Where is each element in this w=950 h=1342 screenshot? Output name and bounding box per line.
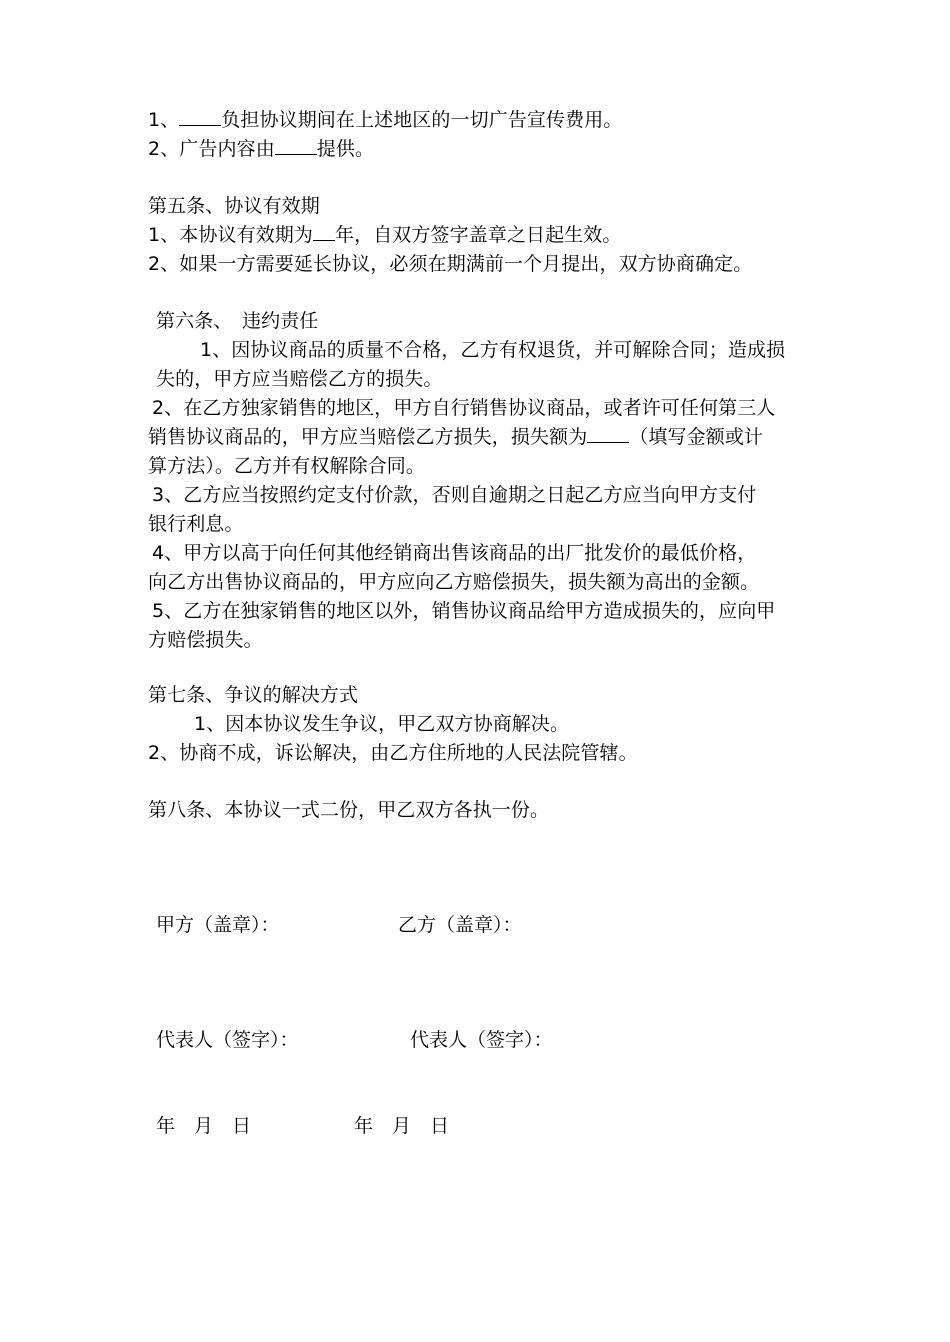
section4-item1 xyxy=(148,106,848,135)
party-b-date-label: 年 月 日 xyxy=(354,1115,450,1137)
section7-item1: 1、因本协议发生争议，甲乙双方协商解决。 xyxy=(194,713,570,735)
blank-field xyxy=(313,222,335,241)
section6-item4-line2: 向乙方出售协议商品的，甲方应向乙方赔偿损失，损失额为高出的金额。 xyxy=(148,571,760,593)
section6-item2-line1: 2、在乙方独家销售的地区，甲方自行销售协议商品，或者许可任何第三人 xyxy=(152,397,776,419)
section6-item4-line1: 4、甲方以高于向任何其他经销商出售该商品的出厂批发价的最低价格， xyxy=(152,542,757,564)
section6-item1-line2: 失的，甲方应当赔偿乙方的损失。 xyxy=(156,368,443,390)
section6-item3-line1: 3、乙方应当按照约定支付价款，否则自逾期之日起乙方应当向甲方支付 xyxy=(152,484,757,506)
section5-title: 第五条、协议有效期 xyxy=(148,195,320,217)
section6-item1-line1: 1、因协议商品的质量不合格，乙方有权退货，并可解除合同；造成损 xyxy=(200,339,786,361)
section4-item2-suffix: 提供。 xyxy=(316,138,375,160)
section6-item5-line1: 5、乙方在独家销售的地区以外，销售协议商品给甲方造成损失的，应向甲 xyxy=(152,600,776,622)
party-a-date-label: 年 月 日 xyxy=(156,1115,252,1137)
party-a-seal-label: 甲方（盖章）： xyxy=(156,914,280,936)
section8-text: 第八条、本协议一式二份，甲乙双方各执一份。 xyxy=(148,799,550,821)
party-b-rep-label: 代表人（签字）： xyxy=(410,1029,553,1051)
section4-item1-suffix: 负担协议期间在上述地区的一切广告宣传费用。 xyxy=(221,109,623,131)
party-a-rep-label: 代表人（签字）： xyxy=(156,1029,299,1051)
section6-item2-line2-prefix: 销售协议商品的，甲方应当赔偿乙方损失，损失额为 xyxy=(148,426,588,448)
section4-item2 xyxy=(148,135,848,164)
blank-field xyxy=(587,424,629,443)
section6-item3-line2: 银行利息。 xyxy=(148,513,244,535)
section6-title: 第六条、 违约责任 xyxy=(156,310,319,332)
section5-item1-suffix: 年，自双方签字盖章之日起生效。 xyxy=(335,224,622,246)
section7-item2: 2、协商不成，诉讼解决，由乙方住所地的人民法院管辖。 xyxy=(148,742,638,764)
section5-item1-prefix: 1、本协议有效期为 xyxy=(148,224,313,246)
section5-item1 xyxy=(148,221,848,250)
section6-item2-line2 xyxy=(148,423,848,452)
party-b-seal-label: 乙方（盖章）： xyxy=(398,914,522,936)
section4-item1-prefix: 1、 xyxy=(148,109,180,131)
blank-field xyxy=(275,136,317,155)
section4-item2-prefix: 2、广告内容由 xyxy=(148,138,275,160)
blank-field xyxy=(179,107,221,126)
section6-item5-line2: 方赔偿损失。 xyxy=(148,629,263,651)
section6-item2-line2-suffix: （填写金额或计 xyxy=(629,426,764,448)
section5-item2: 2、如果一方需要延长协议，必须在期满前一个月提出，双方协商确定。 xyxy=(148,253,753,275)
section6-item2-line3: 算方法）。乙方并有权解除合同。 xyxy=(148,455,426,477)
section7-title: 第七条、争议的解决方式 xyxy=(148,684,359,706)
